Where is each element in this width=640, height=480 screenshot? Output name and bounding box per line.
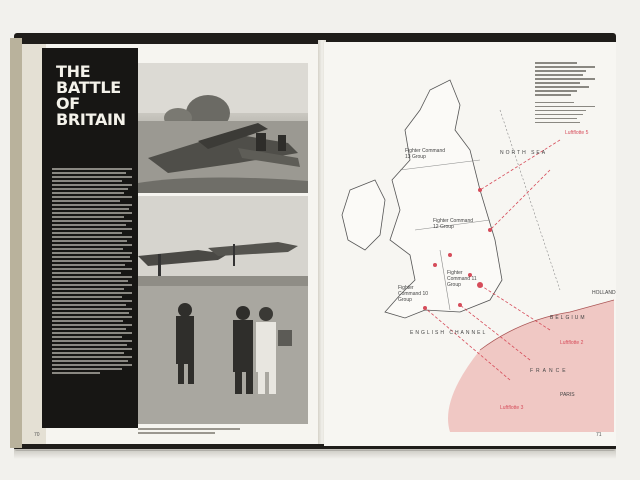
label-fighter-11: Fighter Command 11 Group (447, 270, 477, 288)
photo-caption (138, 428, 308, 436)
label-fighter-12: Fighter Command 12 Group (433, 218, 474, 230)
pilots-spitfires-photo (138, 196, 308, 424)
map-legend (535, 62, 595, 126)
book-edge (10, 38, 22, 448)
label-paris: PARIS (560, 392, 575, 398)
label-france: FRANCE (530, 368, 569, 374)
label-holland: HOLLAND (592, 290, 616, 296)
page-title (56, 64, 136, 128)
body-text-block (52, 168, 132, 376)
book-shadow (14, 449, 616, 459)
label-fighter-13: Fighter Command 13 Group (405, 148, 446, 160)
crashed-aircraft-photo (138, 63, 308, 193)
label-luftflotte-3: Luftflotte 3 (500, 405, 524, 411)
label-luftflotte-5: Luftflotte 5 (565, 130, 589, 136)
crashed-aircraft-illustration (138, 63, 308, 193)
label-fighter-10: Fighter Command 10 Group (398, 285, 429, 303)
label-luftflotte-2: Luftflotte 2 (560, 340, 584, 346)
label-english-channel: ENGLISH CHANNEL (410, 330, 488, 336)
title-line-2: OF BRITAIN (56, 94, 126, 129)
label-belgium: BELGIUM (550, 315, 587, 321)
label-north-sea: NORTH SEA (500, 150, 548, 156)
title-line-1: THE BATTLE (56, 62, 121, 97)
left-page-number: 70 (34, 432, 40, 438)
pilots-illustration (138, 196, 308, 424)
right-page-number: 71 (596, 432, 602, 438)
